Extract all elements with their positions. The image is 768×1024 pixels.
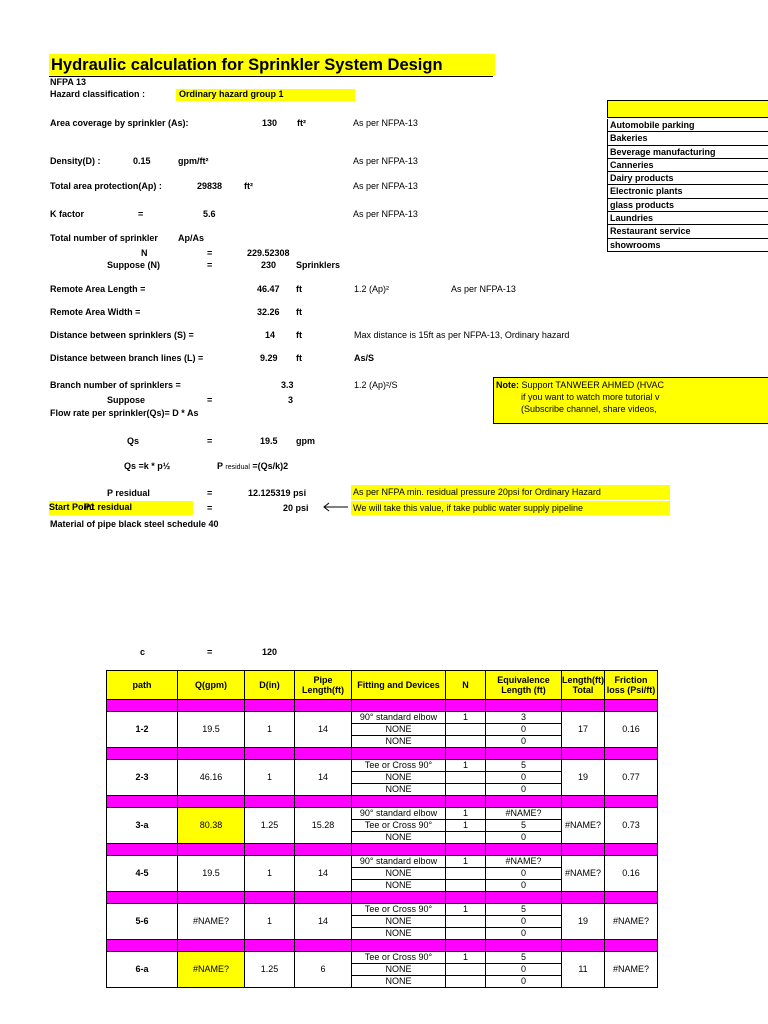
separator-cell: [562, 940, 605, 952]
equiv-length-cell: #NAME?: [486, 856, 562, 868]
equiv-length-cell: 0: [486, 832, 562, 844]
table-header-cell: Pipe Length(ft): [295, 671, 352, 700]
pipe-length-cell: 14: [295, 760, 352, 796]
fitting-cell: NONE: [352, 976, 446, 988]
path-cell: 2-3: [107, 760, 178, 796]
separator-row: [107, 940, 658, 952]
equiv-length-cell: 5: [486, 760, 562, 772]
fitting-cell: NONE: [352, 880, 446, 892]
count-cell: [446, 916, 486, 928]
separator-cell: [178, 892, 245, 904]
kfactor-note: As per NFPA-13: [353, 209, 418, 219]
dist-branch-unit: ft: [296, 353, 302, 363]
equiv-length-cell: 0: [486, 784, 562, 796]
equiv-length-cell: 0: [486, 928, 562, 940]
start-point-cell: [49, 501, 193, 515]
separator-cell: [107, 748, 178, 760]
separator-cell: [604, 700, 657, 712]
separator-row: [107, 748, 658, 760]
count-cell: 1: [446, 904, 486, 916]
flow-cell: #NAME?: [178, 952, 245, 988]
total-length-cell: 17: [562, 712, 605, 748]
separator-cell: [178, 940, 245, 952]
suppose-n-unit: Sprinklers: [296, 260, 341, 270]
separator-cell: [446, 700, 486, 712]
n-eq: =: [207, 248, 213, 258]
separator-cell: [295, 700, 352, 712]
suppose-value: 3: [288, 395, 294, 405]
occupancy-list-header: [607, 100, 768, 118]
table-header-cell: D(in): [245, 671, 295, 700]
friction-loss-cell: 0.16: [604, 712, 657, 748]
remote-length-value: 46.47: [257, 284, 280, 294]
count-cell: [446, 964, 486, 976]
total-length-cell: 19: [562, 760, 605, 796]
pipe-calc-table: [106, 670, 658, 988]
count-cell: [446, 868, 486, 880]
pipe-length-cell: 14: [295, 856, 352, 892]
hazard-label: Hazard classification :: [50, 89, 146, 99]
separator-cell: [604, 748, 657, 760]
separator-cell: [245, 892, 295, 904]
count-cell: [446, 772, 486, 784]
table-row: [107, 760, 658, 772]
separator-cell: [604, 796, 657, 808]
separator-cell: [178, 796, 245, 808]
suppose-label: Suppose: [107, 395, 146, 405]
fitting-cell: 90° standard elbow: [352, 808, 446, 820]
separator-cell: [352, 844, 446, 856]
standard-label: NFPA 13: [50, 77, 87, 87]
total-length-cell: #NAME?: [562, 808, 605, 844]
dist-sprinklers-note: Max distance is 15ft as per NFPA-13, Ordinary hazard: [354, 330, 570, 340]
qs-label: Qs: [127, 436, 140, 446]
area-coverage-label: Area coverage by sprinkler (As):: [50, 118, 189, 128]
separator-cell: [604, 844, 657, 856]
total-number-label: Total number of sprinkler: [50, 233, 158, 243]
separator-cell: [178, 700, 245, 712]
separator-cell: [245, 748, 295, 760]
fitting-cell: Tee or Cross 90°: [352, 820, 446, 832]
separator-cell: [107, 892, 178, 904]
count-cell: 1: [446, 760, 486, 772]
separator-cell: [562, 892, 605, 904]
separator-cell: [178, 748, 245, 760]
count-cell: [446, 976, 486, 988]
equiv-length-cell: 0: [486, 772, 562, 784]
separator-cell: [107, 796, 178, 808]
count-cell: [446, 784, 486, 796]
fitting-cell: NONE: [352, 928, 446, 940]
table-row: [107, 712, 658, 724]
total-number-formula: Ap/As: [178, 233, 205, 243]
dist-sprinklers-label: Distance between sprinklers (S) =: [50, 330, 194, 340]
count-cell: [446, 736, 486, 748]
separator-cell: [486, 796, 562, 808]
flow-cell: #NAME?: [178, 904, 245, 940]
total-area-label: Total area protection(Ap) :: [50, 181, 162, 191]
fitting-cell: NONE: [352, 784, 446, 796]
remote-width-value: 32.26: [257, 307, 280, 317]
p-residual-eq: =: [207, 488, 213, 498]
total-area-note: As per NFPA-13: [353, 181, 418, 191]
separator-cell: [562, 700, 605, 712]
start-eq: =: [207, 503, 213, 513]
separator-cell: [295, 844, 352, 856]
count-cell: 1: [446, 952, 486, 964]
count-cell: 1: [446, 808, 486, 820]
path-cell: 1-2: [107, 712, 178, 748]
path-cell: 5-6: [107, 904, 178, 940]
separator-cell: [245, 700, 295, 712]
separator-cell: [562, 796, 605, 808]
flow-cell: 80.38: [178, 808, 245, 844]
separator-cell: [486, 892, 562, 904]
equiv-length-cell: 0: [486, 724, 562, 736]
occupancy-list: [607, 100, 768, 252]
kfactor-value: 5.6: [203, 209, 216, 219]
branch-number-note: 1.2 (Ap)²/S: [354, 380, 398, 390]
c-label: c: [140, 647, 146, 657]
table-header-cell: Equivalence Length (ft): [486, 671, 562, 700]
suppose-n-label: Suppose (N): [107, 260, 160, 270]
remote-length-unit: ft: [296, 284, 302, 294]
occupancy-item: Laundries: [607, 212, 768, 225]
occupancy-item: Automobile parking: [607, 119, 768, 132]
fitting-cell: 90° standard elbow: [352, 712, 446, 724]
separator-cell: [486, 940, 562, 952]
friction-loss-cell: #NAME?: [604, 952, 657, 988]
qs-value: 19.5: [260, 436, 278, 446]
count-cell: 1: [446, 712, 486, 724]
equiv-length-cell: 5: [486, 820, 562, 832]
separator-cell: [446, 844, 486, 856]
total-length-cell: #NAME?: [562, 856, 605, 892]
equiv-length-cell: 0: [486, 736, 562, 748]
area-coverage-note: As per NFPA-13: [353, 118, 418, 128]
density-value: 0.15: [133, 156, 151, 166]
note-line3: (Subscribe channel, share videos,: [521, 404, 657, 414]
table-header-cell: Length(ft) Total: [562, 671, 605, 700]
branch-number-label: Branch number of sprinklers =: [50, 380, 181, 390]
dist-branch-value: 9.29: [260, 353, 278, 363]
dist-sprinklers-value: 14: [265, 330, 276, 340]
diameter-cell: 1: [245, 904, 295, 940]
separator-cell: [295, 940, 352, 952]
separator-cell: [562, 844, 605, 856]
equiv-length-cell: #NAME?: [486, 808, 562, 820]
remote-length-note2: As per NFPA-13: [451, 284, 516, 294]
table-header-cell: path: [107, 671, 178, 700]
separator-cell: [352, 748, 446, 760]
p1-residual-label: P1 residual: [84, 502, 133, 512]
occupancy-item: Restaurant service: [607, 225, 768, 238]
pipe-length-cell: 6: [295, 952, 352, 988]
occupancy-item: Dairy products: [607, 172, 768, 185]
dist-branch-note: As/S: [354, 353, 375, 363]
total-area-unit: ft²: [244, 181, 253, 191]
fitting-cell: NONE: [352, 772, 446, 784]
separator-cell: [604, 940, 657, 952]
arrow-left-icon: [322, 502, 348, 512]
density-note: As per NFPA-13: [353, 156, 418, 166]
dist-branch-label: Distance between branch lines (L) =: [50, 353, 204, 363]
total-length-cell: 19: [562, 904, 605, 940]
separator-cell: [486, 844, 562, 856]
fitting-cell: NONE: [352, 736, 446, 748]
suppose-n-eq: =: [207, 260, 213, 270]
separator-cell: [295, 748, 352, 760]
separator-cell: [107, 700, 178, 712]
count-cell: [446, 724, 486, 736]
start-value: 20 psi: [283, 503, 309, 513]
path-cell: 3-a: [107, 808, 178, 844]
separator-row: [107, 844, 658, 856]
table-header-cell: Q(gpm): [178, 671, 245, 700]
equiv-length-cell: 5: [486, 904, 562, 916]
occupancy-item: Beverage manufacturing: [607, 146, 768, 159]
flow-rate-label: Flow rate per sprinkler(Qs)= D * As: [50, 408, 199, 418]
pipe-length-cell: 14: [295, 904, 352, 940]
support-note: [493, 377, 768, 424]
equiv-length-cell: 0: [486, 976, 562, 988]
p-residual-formula: P residual =(Qs/k)2: [217, 461, 289, 471]
separator-cell: [352, 796, 446, 808]
qs-formula: Qs =k * p½: [124, 461, 171, 471]
fitting-cell: NONE: [352, 964, 446, 976]
separator-cell: [446, 748, 486, 760]
note-line1: Support TANWEER AHMED (HVAC: [521, 380, 665, 390]
count-cell: 1: [446, 820, 486, 832]
equiv-length-cell: 0: [486, 868, 562, 880]
fitting-cell: NONE: [352, 832, 446, 844]
flow-cell: 46.16: [178, 760, 245, 796]
table-header-row: [107, 671, 658, 700]
equiv-length-cell: 0: [486, 880, 562, 892]
table-header-cell: Friction loss (Psi/ft): [604, 671, 657, 700]
n-label: N: [141, 248, 148, 258]
pipe-length-cell: 15.28: [295, 808, 352, 844]
start-note: We will take this value, if take public water supply pipeline: [351, 501, 670, 515]
friction-loss-cell: 0.73: [604, 808, 657, 844]
table-row: [107, 856, 658, 868]
hazard-value: Ordinary hazard group 1: [176, 89, 355, 101]
diameter-cell: 1.25: [245, 808, 295, 844]
kfactor-label: K factor: [50, 209, 85, 219]
fitting-cell: NONE: [352, 724, 446, 736]
density-label: Density(D) :: [50, 156, 101, 166]
diameter-cell: 1: [245, 712, 295, 748]
fitting-cell: Tee or Cross 90°: [352, 760, 446, 772]
path-cell: 6-a: [107, 952, 178, 988]
separator-cell: [486, 748, 562, 760]
separator-cell: [562, 748, 605, 760]
qs-eq: =: [207, 436, 213, 446]
occupancy-item: showrooms: [607, 239, 768, 252]
separator-cell: [295, 892, 352, 904]
friction-loss-cell: 0.77: [604, 760, 657, 796]
remote-length-note: 1.2 (Ap)²: [354, 284, 390, 294]
table-row: [107, 952, 658, 964]
density-unit: gpm/ft²: [178, 156, 209, 166]
occupancy-item: Canneries: [607, 159, 768, 172]
equiv-length-cell: 5: [486, 952, 562, 964]
kfactor-eq: =: [138, 209, 144, 219]
occupancy-item: Bakeries: [607, 132, 768, 145]
occupancy-item: Electronic plants: [607, 185, 768, 198]
separator-row: [107, 892, 658, 904]
path-cell: 4-5: [107, 856, 178, 892]
p-residual-label: P residual: [107, 488, 150, 498]
separator-cell: [352, 700, 446, 712]
remote-length-label: Remote Area Length =: [50, 284, 146, 294]
p-residual-value: 12.125319 psi: [248, 488, 307, 498]
area-coverage-unit: ft²: [297, 118, 306, 128]
flow-cell: 19.5: [178, 856, 245, 892]
suppose-n-value: 230: [261, 260, 277, 270]
total-length-cell: 11: [562, 952, 605, 988]
branch-number-value: 3.3: [281, 380, 294, 390]
area-coverage-value: 130: [262, 118, 278, 128]
table-header-cell: N: [446, 671, 486, 700]
fitting-cell: Tee or Cross 90°: [352, 904, 446, 916]
separator-row: [107, 796, 658, 808]
separator-cell: [178, 844, 245, 856]
remote-width-label: Remote Area Width =: [50, 307, 141, 317]
sheet-title: Hydraulic calculation for Sprinkler System Design: [49, 54, 493, 77]
c-value: 120: [262, 647, 278, 657]
c-eq: =: [207, 647, 213, 657]
material-label: Material of pipe black steel schedule 40: [50, 519, 219, 529]
friction-loss-cell: #NAME?: [604, 904, 657, 940]
fitting-cell: Tee or Cross 90°: [352, 952, 446, 964]
dist-sprinklers-unit: ft: [296, 330, 302, 340]
note-line2: if you want to watch more tutorial v: [521, 392, 660, 402]
separator-cell: [352, 940, 446, 952]
diameter-cell: 1.25: [245, 952, 295, 988]
friction-loss-cell: 0.16: [604, 856, 657, 892]
note-prefix: Note:: [496, 380, 519, 390]
equiv-length-cell: 0: [486, 916, 562, 928]
count-cell: [446, 832, 486, 844]
separator-cell: [446, 892, 486, 904]
separator-cell: [245, 940, 295, 952]
occupancy-item: glass products: [607, 199, 768, 212]
table-row: [107, 808, 658, 820]
separator-cell: [245, 796, 295, 808]
diameter-cell: 1: [245, 760, 295, 796]
equiv-length-cell: 0: [486, 964, 562, 976]
separator-cell: [245, 844, 295, 856]
separator-cell: [107, 844, 178, 856]
separator-cell: [446, 796, 486, 808]
equiv-length-cell: 3: [486, 712, 562, 724]
suppose-eq: =: [207, 395, 213, 405]
flow-cell: 19.5: [178, 712, 245, 748]
total-area-value: 29838: [197, 181, 223, 191]
diameter-cell: 1: [245, 856, 295, 892]
n-value: 229.52308: [247, 248, 290, 258]
count-cell: [446, 928, 486, 940]
table-row: [107, 904, 658, 916]
start-point-label: Start Point: [49, 502, 95, 512]
fitting-cell: NONE: [352, 916, 446, 928]
count-cell: 1: [446, 856, 486, 868]
separator-row: [107, 700, 658, 712]
separator-cell: [446, 940, 486, 952]
qs-unit: gpm: [296, 436, 315, 446]
fitting-cell: 90° standard elbow: [352, 856, 446, 868]
separator-cell: [295, 796, 352, 808]
fitting-cell: NONE: [352, 868, 446, 880]
separator-cell: [107, 940, 178, 952]
pipe-length-cell: 14: [295, 712, 352, 748]
p-residual-note: As per NFPA min. residual pressure 20psi for Ordinary Hazard: [351, 485, 670, 500]
separator-cell: [486, 700, 562, 712]
table-header-cell: Fitting and Devices: [352, 671, 446, 700]
count-cell: [446, 880, 486, 892]
remote-width-unit: ft: [296, 307, 302, 317]
separator-cell: [352, 892, 446, 904]
separator-cell: [604, 892, 657, 904]
